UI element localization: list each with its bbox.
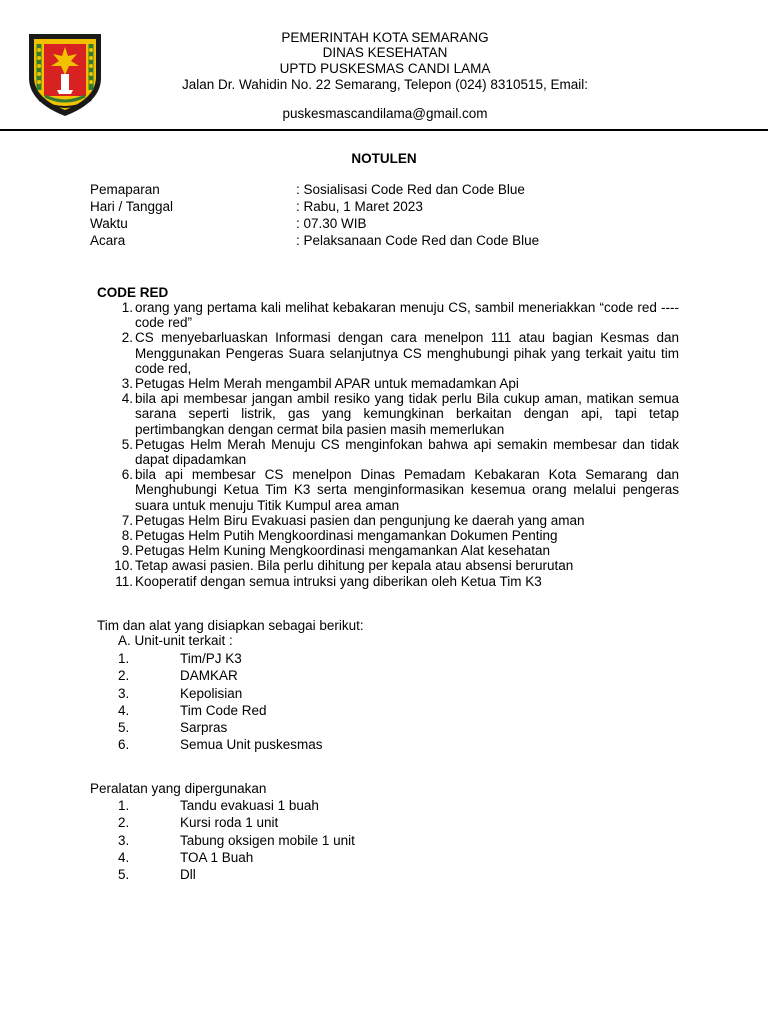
list-number: 5.	[118, 867, 130, 883]
list-text: Kepolisian	[180, 685, 243, 701]
list-item	[97, 376, 679, 391]
list-text: Tandu evakuasi 1 buah	[180, 798, 319, 813]
list-number: 3.	[121, 376, 133, 392]
list-text: TOA 1 Buah	[180, 849, 254, 865]
list-item	[97, 513, 679, 528]
list-item	[97, 558, 679, 573]
list-number: 2.	[121, 330, 133, 346]
list-number: 1.	[118, 651, 130, 666]
header-line-agency: DINAS KESEHATAN	[322, 45, 448, 60]
list-number: 1.	[118, 798, 130, 813]
list-item	[97, 467, 679, 513]
list-number: 2.	[118, 815, 130, 831]
list-number: 5.	[121, 436, 133, 452]
list-text: Petugas Helm Putih Mengkoordinasi mengamankan Dokumen Penting	[135, 528, 558, 544]
header-line-address: Jalan Dr. Wahidin No. 22 Semarang, Telepon (024) 8310515, Email:	[182, 77, 588, 92]
header-line-unit: UPTD PUSKESMAS CANDI LAMA	[279, 61, 491, 76]
list-number: 3.	[118, 685, 130, 701]
list-item	[97, 528, 679, 543]
code-red-heading: CODE RED	[97, 285, 169, 300]
list-item	[97, 543, 679, 558]
list-number: 5.	[118, 720, 130, 736]
document-title: NOTULEN	[351, 151, 417, 166]
team-intro: Tim dan alat yang disiapkan sebagai berikut:	[97, 618, 364, 633]
list-number: 7.	[121, 512, 133, 528]
header-line-government: PEMERINTAH KOTA SEMARANG	[281, 30, 489, 45]
list-number: 8.	[121, 528, 133, 544]
list-number: 4.	[118, 849, 130, 865]
meta-label: Acara	[90, 233, 126, 248]
list-text: Petugas Helm Kuning Mengkoordinasi mengamankan Alat kesehatan	[135, 543, 551, 559]
list-number: 11.	[115, 573, 133, 589]
meta-label: Hari / Tanggal	[90, 199, 174, 214]
list-number: 3.	[118, 832, 130, 848]
header-divider	[0, 129, 768, 131]
list-text: Petugas Helm Biru Evakuasi pasien dan pengunjung ke daerah yang aman	[135, 512, 585, 528]
list-text: Petugas Helm Merah Menuju CS menginfokan bahwa api semakin membesar dan tidak dapat dipadamkan	[135, 436, 679, 468]
list-number: 6.	[121, 467, 133, 483]
meta-value: : Sosialisasi Code Red dan Code Blue	[296, 182, 525, 197]
list-number: 6.	[118, 737, 130, 753]
list-text: DAMKAR	[180, 668, 238, 684]
list-text: Petugas Helm Merah mengambil APAR untuk memadamkan Api	[135, 376, 519, 392]
list-text: bila api membesar CS menelpon Dinas Pemadam Kebakaran Kota Semarang dan Menghubungi Ketua Tim K3 serta menginformasikan kesemua orang melalui pengeras suara untuk menuju Titik Kumpul area aman	[135, 467, 679, 513]
list-item	[97, 300, 679, 330]
list-number: 2.	[118, 668, 130, 684]
list-text: CS menyebarluaskan Informasi dengan cara menelpon 111 atau bagian Kesmas dan Menggunakan Pengeras Suara selanjutnya CS menghubungi pihak yang terkait yaitu tim code red,	[135, 330, 679, 376]
list-text: Sarpras	[180, 720, 228, 736]
list-text: Semua Unit puskesmas	[180, 737, 323, 753]
meta-value: : Pelaksanaan Code Red dan Code Blue	[296, 233, 540, 248]
list-text: Dll	[180, 867, 196, 883]
list-text: Kursi roda 1 unit	[180, 815, 279, 831]
team-subheading: A. Unit-unit terkait :	[118, 633, 233, 648]
list-number: 4.	[121, 391, 133, 407]
list-number: 10.	[114, 558, 133, 574]
list-text: Tetap awasi pasien. Bila perlu dihitung per kepala atau absensi berurutan	[135, 558, 574, 574]
header-line-email: puskesmascandilama@gmail.com	[282, 106, 488, 121]
code-red-list	[97, 300, 679, 589]
list-item	[97, 330, 679, 376]
meta-label: Waktu	[90, 216, 128, 231]
list-text: bila api membesar jangan ambil resiko yang tidak perlu Bila cukup aman, matikan semua sarana seperti listrik, gas yang kemungkinan berkaitan dengan api, tapi tetap pertimbangkan dengan cermat bila pasien masih memerlukan	[135, 391, 679, 437]
list-text: Tim Code Red	[180, 702, 267, 718]
list-number: 9.	[121, 543, 133, 559]
list-item	[97, 574, 679, 589]
meta-label: Pemaparan	[90, 182, 160, 197]
list-number: 4.	[118, 702, 130, 718]
list-item	[97, 391, 679, 437]
equipment-heading: Peralatan yang dipergunakan	[90, 781, 267, 796]
meta-value: : 07.30 WIB	[296, 216, 367, 231]
list-text: Tim/PJ K3	[180, 651, 242, 666]
list-text: orang yang pertama kali melihat kebakaran menuju CS, sambil meneriakkan “code red ---- code red”	[135, 300, 679, 331]
list-item	[97, 437, 679, 467]
list-text: Tabung oksigen mobile 1 unit	[180, 832, 355, 848]
list-text: Kooperatif dengan semua intruksi yang diberikan oleh Ketua Tim K3	[135, 573, 542, 589]
city-emblem-logo	[25, 30, 105, 118]
list-number: 1.	[121, 300, 133, 315]
meta-value: : Rabu, 1 Maret 2023	[296, 199, 423, 214]
